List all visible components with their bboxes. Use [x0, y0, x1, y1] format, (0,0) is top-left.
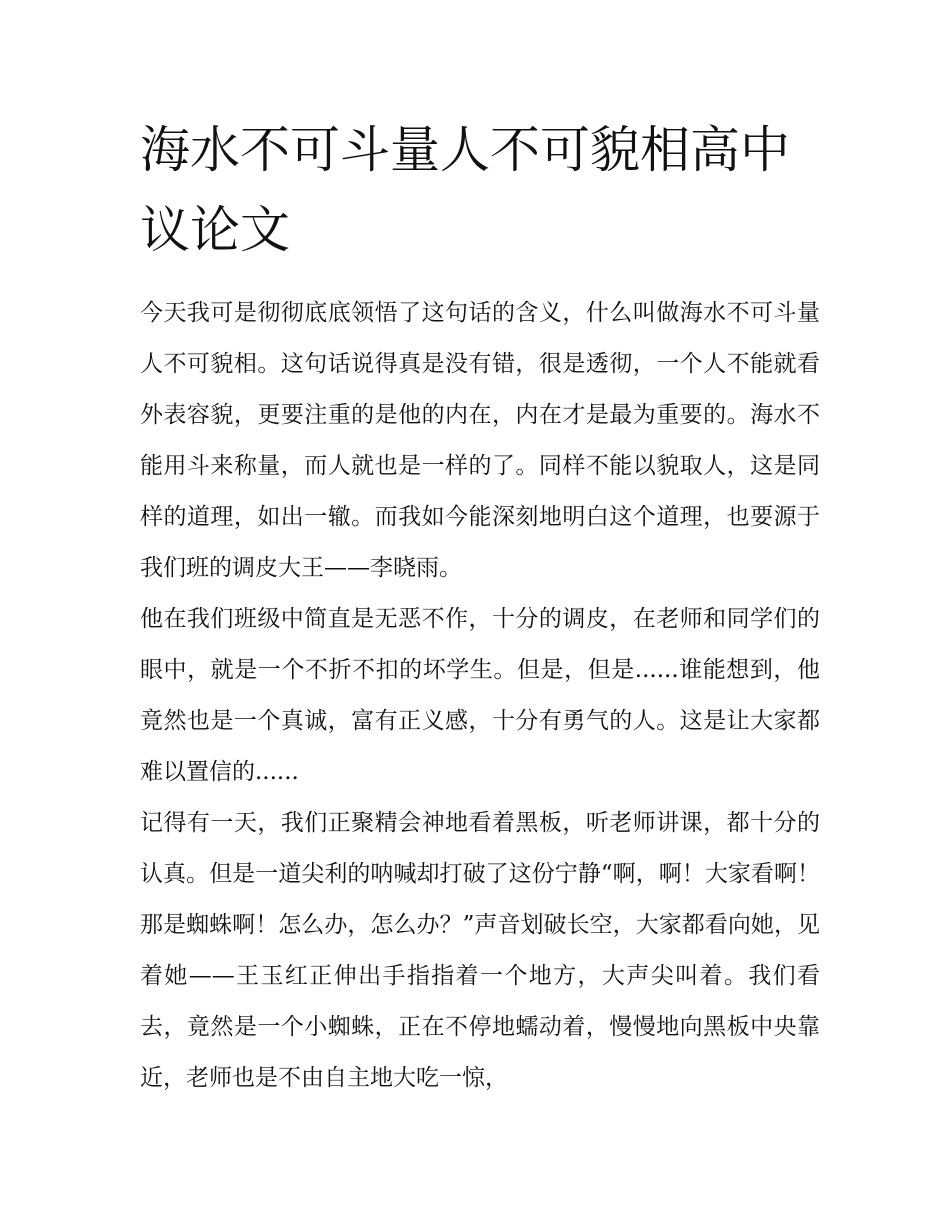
- paragraph-intro: 今天我可是彻彻底底领悟了这句话的含义，什么叫做海水不可斗量人不可貌相。这句话说得真是没有错，很是透彻，一个人不能就看外表容貌，更要注重的是他的内在，内在才是最为重要的。海水不能用斗来称量，而人就也是一样的了。同样不能以貌取人，这是同样的道理，如出一辙。而我如今能深刻地明白这个道理，也要源于我们班的调皮大王——李晓雨。: [140, 300, 820, 581]
- paragraph-spider-story: 记得有一天，我们正聚精会神地看着黑板，听老师讲课，都十分的认真。但是一道尖利的呐喊却打破了这份宁静“啊，啊！大家看啊！那是蜘蛛啊！怎么办，怎么办？”声音划破长空，大家都看向她，见着她——王玉红正伸出手指指着一个地方，大声尖叫着。我们看去，竟然是一个小蜘蛛，正在不停地蠕动着，慢慢地向黑板中央靠近，老师也是不由自主地大吃一惊，: [140, 810, 820, 1091]
- document-body: [140, 110, 820, 1104]
- document-title: 海水不可斗量人不可貌相高中议论文: [140, 121, 790, 259]
- paragraph-li-xiaoyu: 他在我们班级中简直是无恶不作，十分的调皮，在老师和同学们的眼中，就是一个不折不扣的坏学生。但是，但是......谁能想到，他竟然也是一个真诚，富有正义感，十分有勇气的人。这是让大家都难以置信的......: [140, 606, 820, 785]
